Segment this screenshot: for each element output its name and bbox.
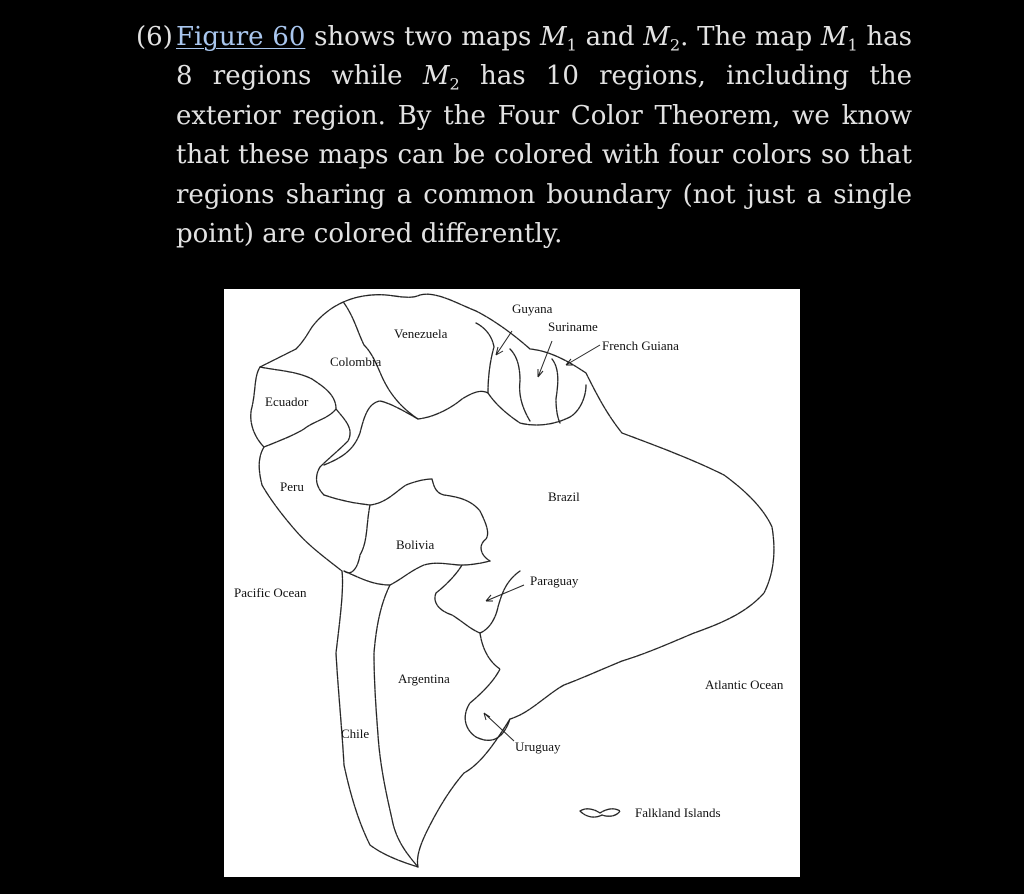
problem-number: (6)	[136, 22, 173, 52]
label-bolivia: Bolivia	[396, 537, 435, 552]
label-suriname: Suriname	[548, 319, 598, 334]
border-argentina-uruguay	[465, 633, 510, 740]
figure-link[interactable]: Figure 60	[176, 22, 306, 52]
label-chile: Chile	[341, 726, 370, 741]
math-m2: $M_2$	[643, 22, 681, 55]
border-paraguay	[435, 565, 520, 633]
label-arrows	[484, 331, 600, 741]
text-segment-4: has 10 regions, including the exterior region. By the Four Color Theorem, we know that these maps can be colored with four colors so that regions sharing a common boundary (not just a single point) are colored differently.	[176, 61, 913, 250]
label-peru: Peru	[280, 479, 304, 494]
border-peru-brazil	[324, 479, 432, 505]
map-drawing	[224, 289, 800, 877]
border-suriname-french-guiana	[552, 359, 560, 423]
label-pacific-ocean: Pacific Ocean	[234, 585, 307, 600]
label-argentina: Argentina	[398, 671, 450, 686]
math-m2: $M_2$	[422, 61, 460, 95]
label-brazil: Brazil	[548, 489, 580, 504]
border-guianas-brazil	[488, 385, 586, 425]
text-and: and	[576, 22, 644, 52]
label-paraguay: Paraguay	[530, 573, 579, 588]
border-guyana-suriname	[510, 349, 530, 421]
label-atlantic-ocean: Atlantic Ocean	[705, 677, 784, 692]
label-colombia: Colombia	[330, 354, 382, 369]
continent-outline	[251, 294, 774, 867]
label-ecuador: Ecuador	[265, 394, 309, 409]
label-venezuela: Venezuela	[394, 326, 448, 341]
text-segment-3: has 8 regions while	[176, 22, 912, 92]
border-peru-bolivia	[344, 505, 370, 573]
label-guyana: Guyana	[512, 301, 553, 316]
falkland-islands-shape	[580, 809, 620, 817]
border-venezuela-guyana	[476, 323, 494, 393]
problem-paragraph	[176, 18, 912, 254]
border-argentina-chile	[374, 585, 418, 867]
label-french-guiana: French Guiana	[602, 338, 679, 353]
south-america-map-figure	[224, 289, 800, 877]
text-segment-2: . The map	[680, 22, 821, 52]
border-bolivia-brazil	[432, 479, 490, 561]
label-uruguay: Uruguay	[515, 739, 561, 754]
border-colombia-peru	[317, 409, 351, 495]
math-m1: $M_1$	[540, 22, 577, 55]
border-bolivia-south	[344, 561, 490, 585]
text-segment-1: shows two maps	[305, 22, 541, 52]
problem-statement	[136, 18, 912, 254]
label-falkland-islands: Falkland Islands	[635, 805, 721, 820]
math-m1: $M_1$	[820, 22, 858, 55]
